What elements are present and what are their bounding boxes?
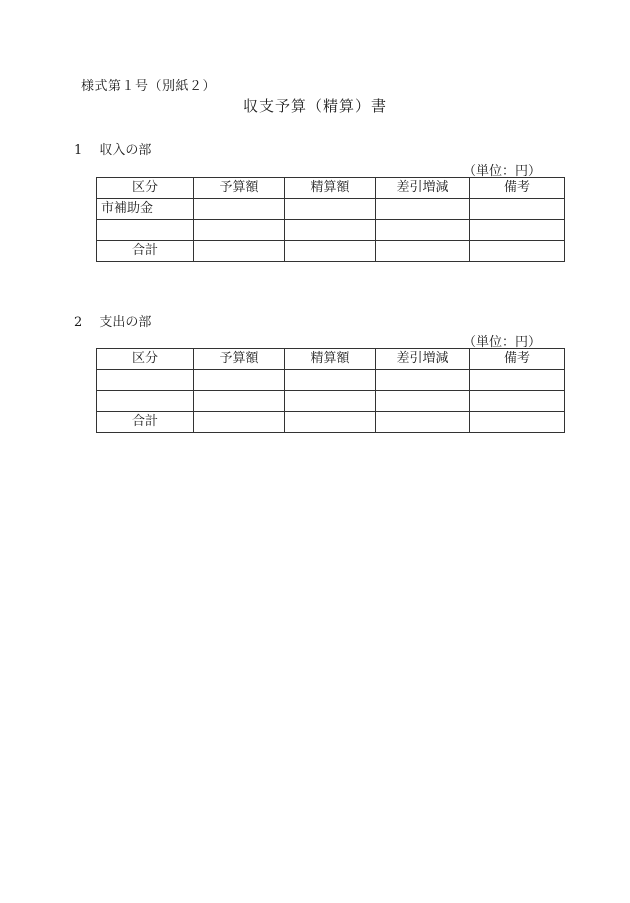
expense-total-difference-cell[interactable] xyxy=(376,412,470,433)
expense-remarks-cell[interactable] xyxy=(470,391,565,412)
income-total-settled-cell[interactable] xyxy=(285,241,376,262)
column-header-category: 区分 xyxy=(97,349,194,370)
column-header-difference: 差引増減 xyxy=(376,178,470,199)
expense-total-row xyxy=(97,412,565,433)
expense-settled-cell[interactable] xyxy=(285,370,376,391)
expense-remarks-cell[interactable] xyxy=(470,370,565,391)
income-section-heading: 1 収入の部 xyxy=(74,143,152,158)
income-settled-cell[interactable] xyxy=(285,199,376,220)
income-total-remarks-cell[interactable] xyxy=(470,241,565,262)
expense-budget-cell[interactable] xyxy=(194,391,285,412)
expense-total-budget-cell[interactable] xyxy=(194,412,285,433)
column-header-remarks: 備考 xyxy=(470,178,565,199)
expense-section-heading: 2 支出の部 xyxy=(74,315,152,330)
column-header-category: 区分 xyxy=(97,178,194,199)
income-unit-note: （単位：円） xyxy=(462,164,541,179)
income-settled-cell[interactable] xyxy=(285,220,376,241)
form-number: 様式第１号（別紙２） xyxy=(81,79,217,94)
column-header-settled: 精算額 xyxy=(285,178,376,199)
expense-category-cell[interactable] xyxy=(97,391,194,412)
income-table xyxy=(96,177,565,262)
income-remarks-cell[interactable] xyxy=(470,199,565,220)
income-category-cell[interactable] xyxy=(97,220,194,241)
income-category-cell[interactable]: 市補助金 xyxy=(97,199,194,220)
column-header-difference: 差引増減 xyxy=(376,349,470,370)
table-row xyxy=(97,199,565,220)
expense-budget-cell[interactable] xyxy=(194,370,285,391)
table-row xyxy=(97,370,565,391)
table-row xyxy=(97,391,565,412)
document-title: 収支予算（精算）書 xyxy=(242,97,387,115)
expense-header-row xyxy=(97,349,565,370)
column-header-budget: 予算額 xyxy=(194,349,285,370)
income-budget-cell[interactable] xyxy=(194,220,285,241)
expense-table xyxy=(96,348,565,433)
expense-difference-cell[interactable] xyxy=(376,391,470,412)
income-remarks-cell[interactable] xyxy=(470,220,565,241)
column-header-settled: 精算額 xyxy=(285,349,376,370)
expense-unit-note: （単位：円） xyxy=(462,335,541,350)
income-difference-cell[interactable] xyxy=(376,220,470,241)
income-budget-cell[interactable] xyxy=(194,199,285,220)
income-total-budget-cell[interactable] xyxy=(194,241,285,262)
expense-total-label: 合計 xyxy=(97,412,194,433)
income-header-row xyxy=(97,178,565,199)
column-header-budget: 予算額 xyxy=(194,178,285,199)
expense-difference-cell[interactable] xyxy=(376,370,470,391)
expense-total-remarks-cell[interactable] xyxy=(470,412,565,433)
expense-category-cell[interactable] xyxy=(97,370,194,391)
expense-total-settled-cell[interactable] xyxy=(285,412,376,433)
income-total-label: 合計 xyxy=(97,241,194,262)
income-total-difference-cell[interactable] xyxy=(376,241,470,262)
table-row xyxy=(97,220,565,241)
column-header-remarks: 備考 xyxy=(470,349,565,370)
income-difference-cell[interactable] xyxy=(376,199,470,220)
expense-settled-cell[interactable] xyxy=(285,391,376,412)
income-total-row xyxy=(97,241,565,262)
